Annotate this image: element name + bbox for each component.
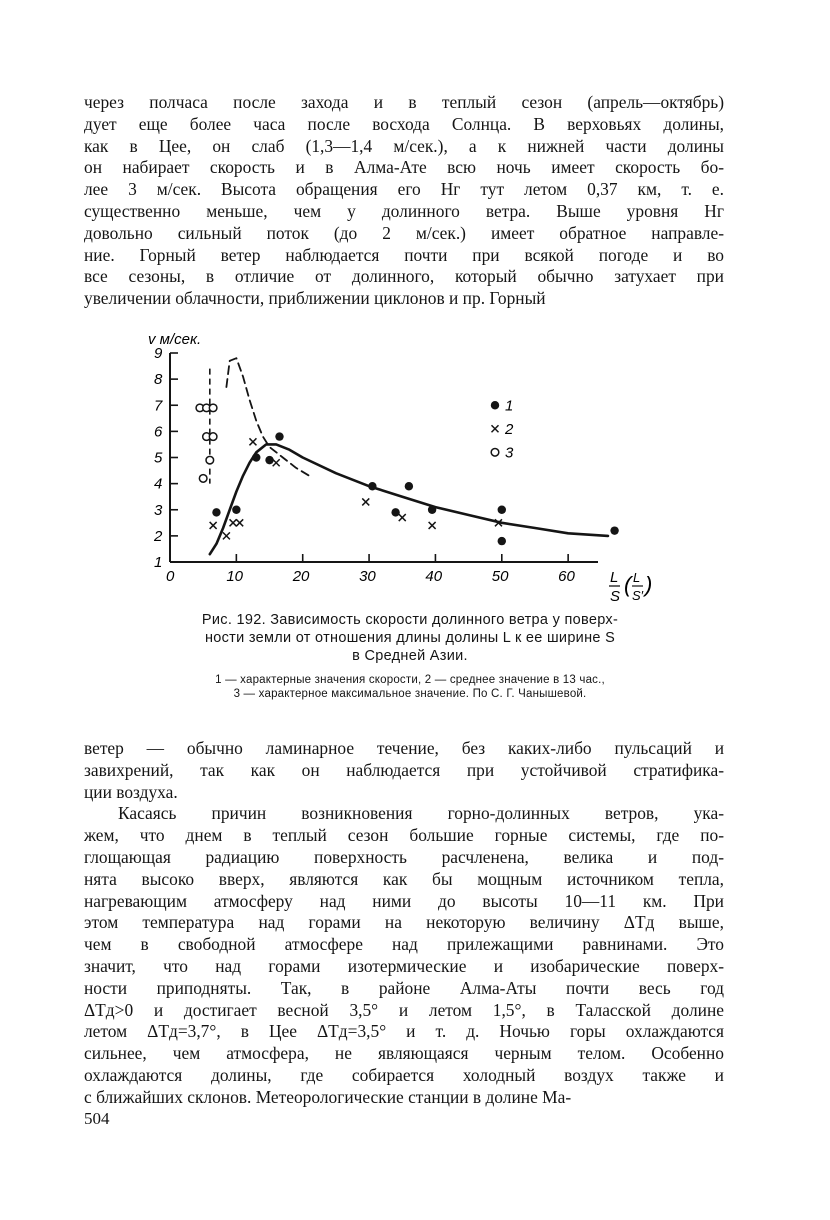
y-tick-label: 2 xyxy=(154,527,163,545)
figure-caption-legend xyxy=(110,673,710,701)
series-2-point xyxy=(362,498,369,505)
caption-title-line: Рис. 192. Зависимость скорости долинного ветра у поверх- xyxy=(201,612,619,628)
svg-text:(: ( xyxy=(624,572,632,597)
x-tick-label: 10 xyxy=(226,568,244,585)
bottom-paragraph-line: нята высоко вверх, являются как бы мощным источником тепла, xyxy=(84,868,724,889)
x-axis-label-numerator-L: L xyxy=(610,569,619,586)
bottom-paragraph-line: охлаждаются долины, где собирается холодный воздух также и xyxy=(84,1064,724,1085)
y-tick-label: 7 xyxy=(154,397,163,415)
bottom-paragraph-line: чем в свободной атмосфере над прилежащими равнинами. Это xyxy=(84,934,724,955)
legend-label-1: 1 xyxy=(505,397,514,415)
top-paragraph-line: лее 3 м/сек. Высота обращения его Hг тут летом 0,37 км, т. е. xyxy=(84,179,724,200)
chart-legend xyxy=(491,397,514,461)
x-tick-label: 20 xyxy=(292,568,310,585)
legend-marker-3 xyxy=(491,448,499,456)
caption-legend-line: 3 — характерное максимальное значение. По С. Г. Чанышевой. xyxy=(233,688,587,700)
bottom-paragraph-line: ΔTд>0 и достигает весной 3,5° и летом 1,5°, в Таласской долине xyxy=(84,999,724,1020)
series-3-point xyxy=(209,404,217,412)
series-2-point xyxy=(223,532,230,539)
series-3-point xyxy=(209,433,217,441)
x-axis-label xyxy=(609,569,652,605)
bottom-paragraph-line: глощающая радиацию поверхность расчленена, велика и под- xyxy=(84,846,724,867)
series-2-point xyxy=(210,522,217,529)
svg-text:S′: S′ xyxy=(632,588,644,603)
svg-text:): ) xyxy=(645,572,653,597)
top-paragraph-line: существенно меньше, чем у долинного ветра. Выше уровня Hг xyxy=(84,200,724,221)
y-tick-label: 8 xyxy=(154,371,163,389)
top-paragraph-line: он набирает скорость и в Алма-Ате всю ночь имеет скорость бо- xyxy=(84,157,724,178)
top-paragraph-line: увеличении облачности, приближении циклонов и пр. Горный xyxy=(84,288,546,309)
top-paragraph-line: как в Цее, он слаб (1,3—1,4 м/сек.), а к нижней части долины xyxy=(84,135,724,156)
series-1-point xyxy=(428,506,436,514)
bottom-paragraph-line: ции воздуха. xyxy=(84,781,178,802)
series-1-point xyxy=(610,526,618,534)
figure-192 xyxy=(140,330,700,612)
caption-legend-line: 1 — характерные значения скорости, 2 — среднее значение в 13 час., xyxy=(215,674,605,686)
series-2-point xyxy=(429,522,436,529)
x-tick-label: 40 xyxy=(425,568,443,585)
series-1-point xyxy=(498,537,506,545)
x-tick-label: 0 xyxy=(166,568,175,585)
series-1-point xyxy=(212,508,220,516)
bottom-paragraph-line: Касаясь причин возникновения горно-долинных ветров, ука- xyxy=(118,803,724,824)
svg-text:L: L xyxy=(633,570,641,585)
y-axis-label: v м/сек. xyxy=(148,331,202,348)
x-axis-label-denominator-S: S xyxy=(610,588,621,605)
top-paragraph-line: довольно сильный поток (до 2 м/сек.) имеет обратное направле- xyxy=(84,222,724,243)
series-1-point xyxy=(498,506,506,514)
y-tick-label: 6 xyxy=(154,423,163,441)
y-tick-label: 1 xyxy=(154,554,163,571)
series-1-point xyxy=(265,456,273,464)
chart-marks xyxy=(196,404,619,545)
top-paragraph-line: через полчаса после захода и в теплый сезон (апрель—октябрь) xyxy=(84,92,724,112)
y-tick-label: 3 xyxy=(154,501,163,519)
series-2-point xyxy=(230,519,237,526)
figure-caption-title xyxy=(110,611,710,665)
series-1-point xyxy=(232,506,240,514)
caption-title-line: ности земли от отношения длины долины L к ее ширине S xyxy=(204,630,616,646)
bottom-paragraph-line: этом температура над горами на некоторую величину ΔTд выше, xyxy=(84,912,724,933)
top-paragraph-line: дует еще более часа после восхода Солнца. В верховьях долины, xyxy=(84,113,724,134)
y-tick-label: 4 xyxy=(154,475,163,493)
series-1-point xyxy=(252,453,260,461)
top-paragraph xyxy=(84,92,724,310)
legend-marker-1 xyxy=(491,401,499,409)
caption-title-line: в Средней Азии. xyxy=(352,648,468,664)
series-2-point xyxy=(236,519,243,526)
series-1-point xyxy=(275,432,283,440)
bottom-paragraph-line: ветер — обычно ламинарное течение, без каких-либо пульсаций и xyxy=(84,738,724,758)
bottom-paragraph-line: нагревающим атмосферу над ними до высоты 10—11 км. При xyxy=(84,890,724,911)
bottom-paragraph-line: сильнее, чем атмосфера, не являющаяся черным телом. Особенно xyxy=(84,1043,724,1064)
series-2-point xyxy=(399,514,406,521)
y-tick-label: 9 xyxy=(154,345,163,362)
bottom-paragraph-line: ности приподняты. Так, в районе Алма-Аты почти весь год xyxy=(84,977,724,998)
x-tick-label: 50 xyxy=(491,568,509,585)
bottom-paragraph-line: жем, что днем в теплый сезон большие горные системы, где по- xyxy=(84,825,724,846)
legend-marker-2 xyxy=(492,425,499,432)
bottom-paragraph xyxy=(84,738,724,1109)
series-1-point xyxy=(405,482,413,490)
y-tick-label: 5 xyxy=(154,449,163,467)
legend-label-3: 3 xyxy=(505,444,514,462)
x-tick-label: 30 xyxy=(359,568,376,585)
page-number: 504 xyxy=(84,1109,110,1128)
series-2-point xyxy=(249,438,256,445)
bottom-paragraph-line: завихрений, так как он наблюдается при устойчивой стратифика- xyxy=(84,759,724,780)
series-3-point xyxy=(206,456,214,464)
x-tick-label: 60 xyxy=(558,568,575,585)
series-1-point xyxy=(368,482,376,490)
wind-speed-chart xyxy=(140,330,700,612)
top-paragraph-line: ние. Горный ветер наблюдается почти при всякой погоде и во xyxy=(84,244,724,265)
bottom-paragraph-line: с ближайших склонов. Метеорологические станции в долине Ма- xyxy=(84,1086,572,1107)
bottom-paragraph-line: летом ΔTд=3,7°, в Цее ΔTд=3,5° и т. д. Ночью горы охлаждаются xyxy=(84,1021,724,1042)
chart-axes xyxy=(153,345,598,585)
legend-label-2: 2 xyxy=(505,420,514,438)
bottom-paragraph-line: значит, что над горами изотермические и изобарические поверх- xyxy=(84,955,724,976)
series-1-point xyxy=(391,508,399,516)
top-paragraph-line: все сезоны, в отличие от долинного, который обычно затухает при xyxy=(84,266,724,287)
series-2-point xyxy=(273,459,280,466)
series-3-point xyxy=(199,475,207,483)
